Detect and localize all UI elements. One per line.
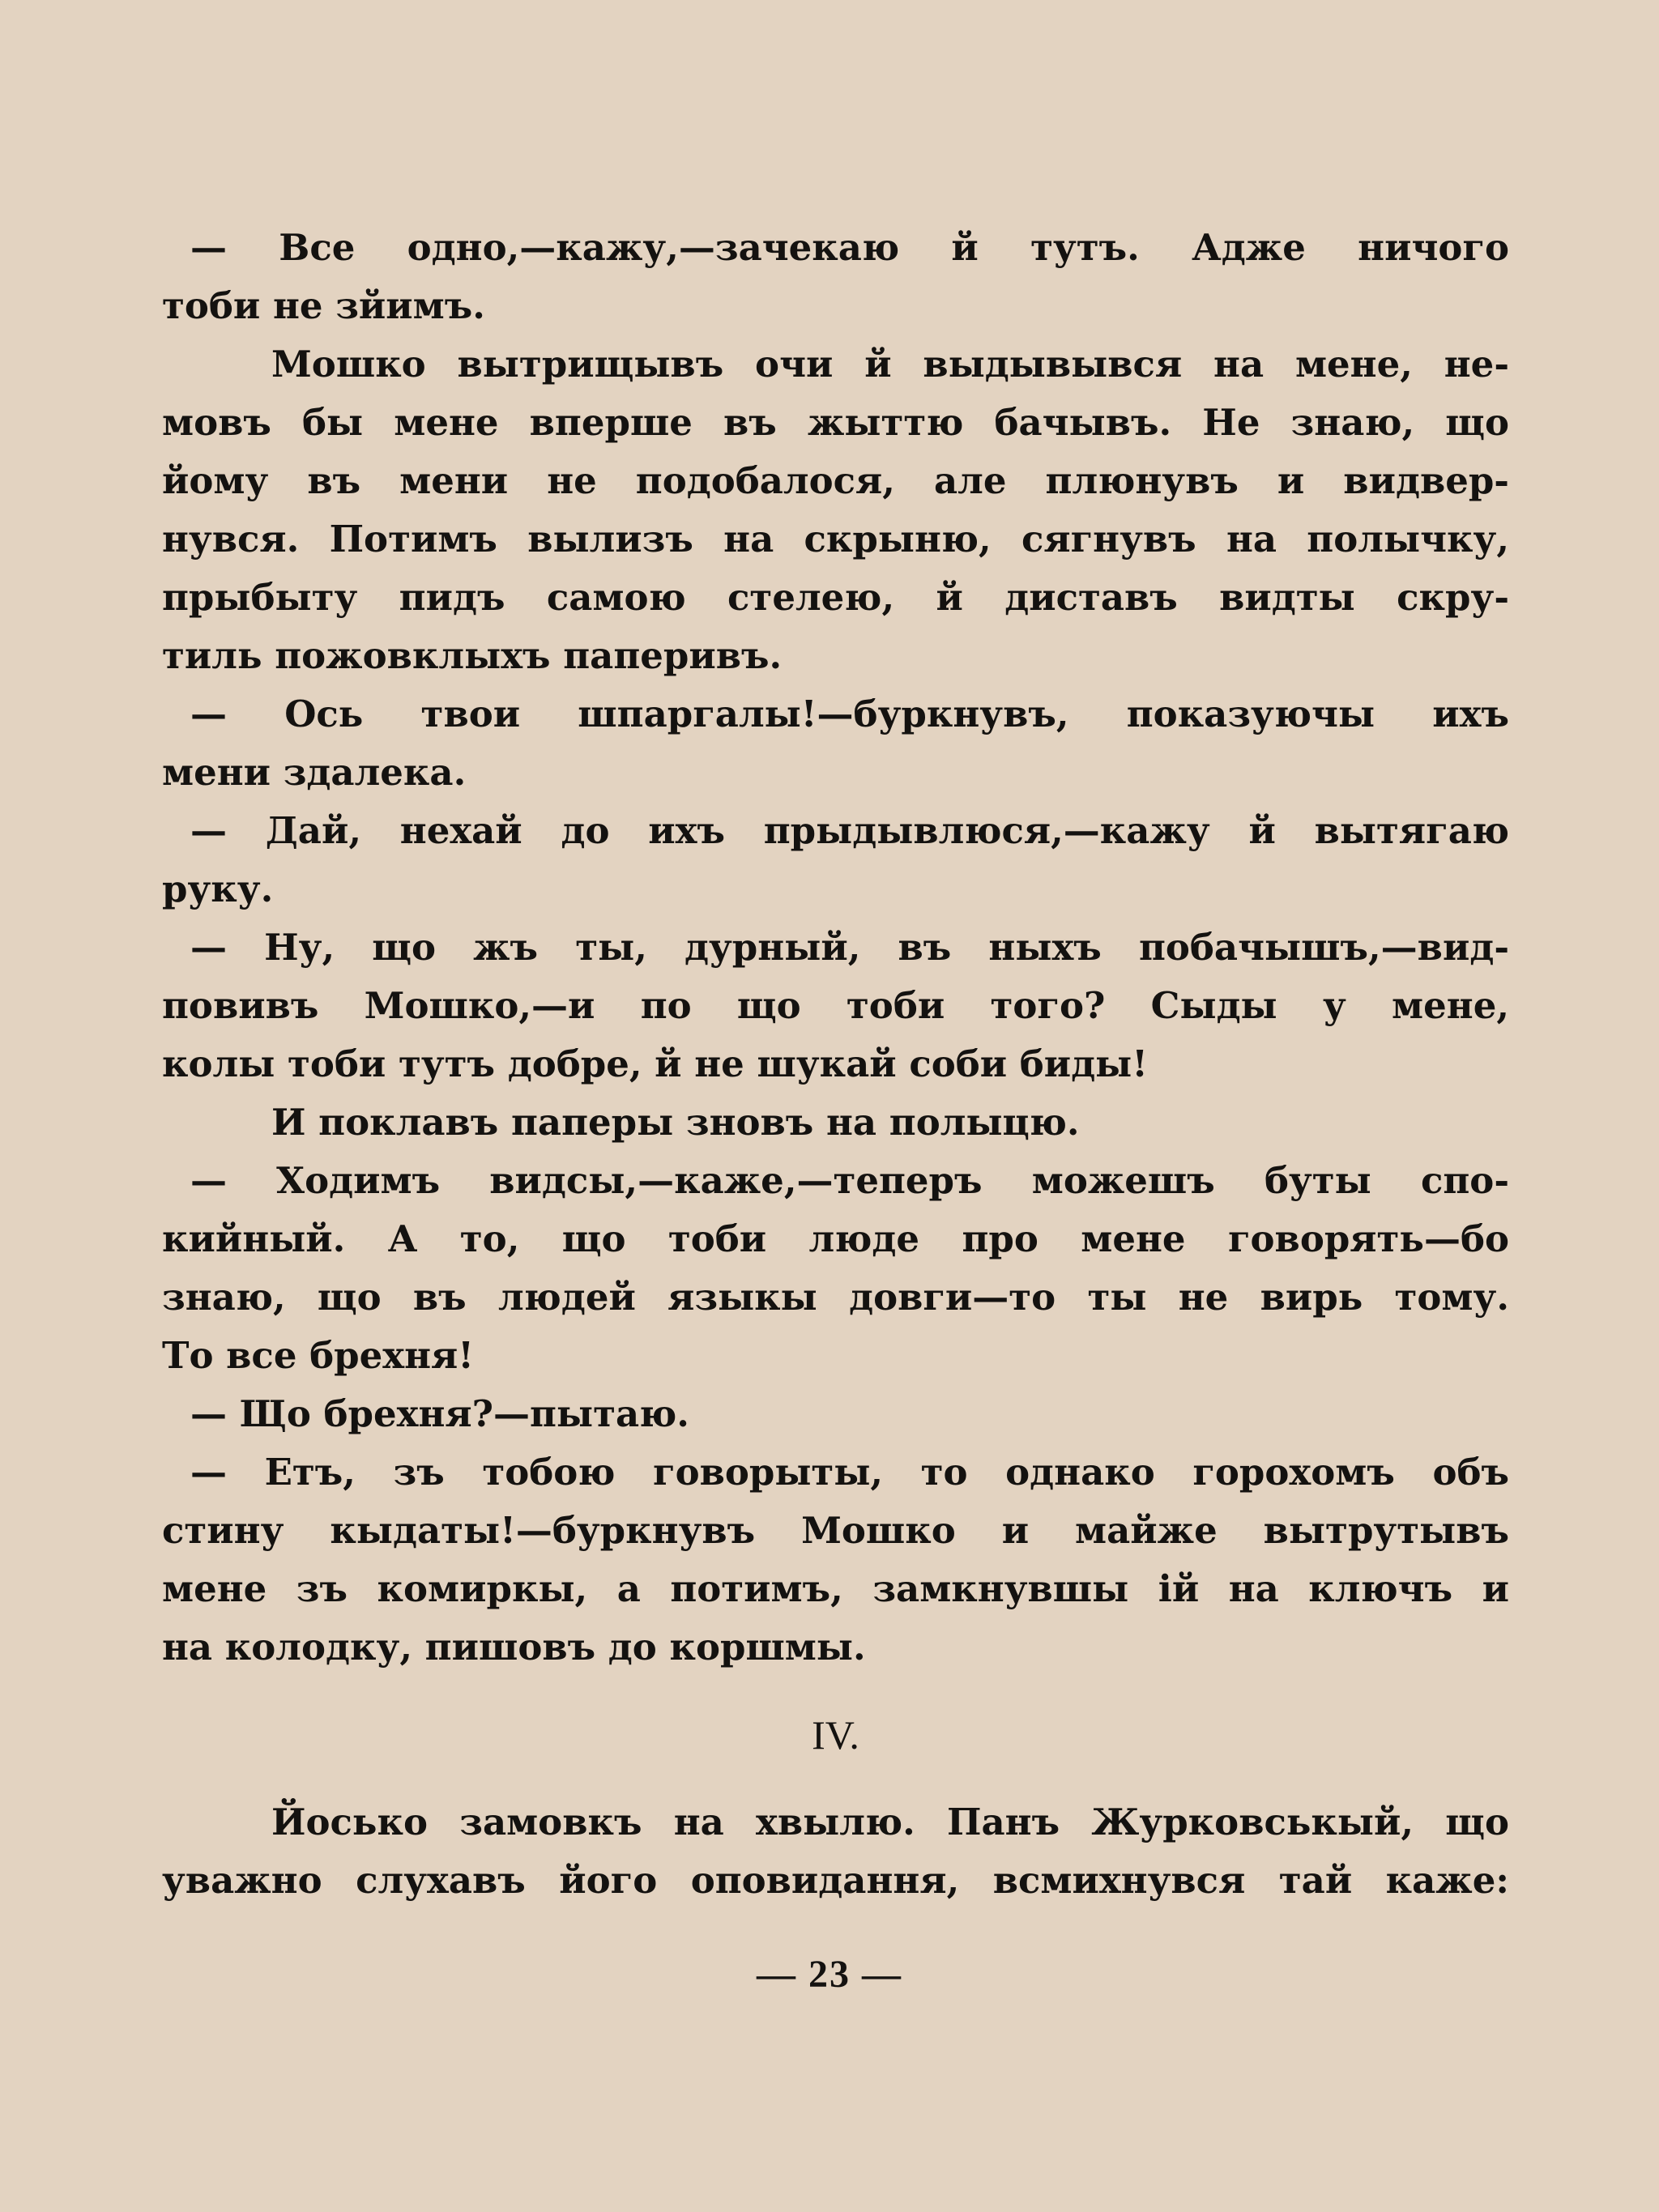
page-text [162, 219, 1509, 1910]
text-line: — Етъ, зъ тобою говорыты, то однако горохомъ объ [190, 1451, 1509, 1494]
text-line: колы тоби тутъ добре, й не шукай соби биды! [162, 1042, 1149, 1085]
text-line: — Дай, нехай до ихъ прыдывлюся,—кажу й вытягаю [190, 809, 1509, 852]
text-line: тиль пожовклыхъ паперивъ. [162, 634, 783, 677]
text-line: Мошко вытрищывъ очи й выдывывся на мене, не- [271, 343, 1509, 386]
page-number: — 23 — [757, 1953, 902, 1996]
text-line: Йосько замовкъ на хвылю. Панъ Журковськый, що [271, 1801, 1509, 1843]
text-line: И поклавъ паперы зновъ на полыцю. [271, 1101, 1080, 1144]
text-line: То все брехня! [162, 1334, 475, 1377]
text-line: кийный. А то, що тоби люде про мене говорять—бо [162, 1217, 1509, 1260]
text-line: — Що брехня?—пытаю. [190, 1392, 689, 1435]
text-line: — Ось твои шпаргалы!—буркнувъ, показуючы ихъ [190, 693, 1509, 735]
text-line: уважно слухавъ його оповидання, всмихнувся тай каже: [162, 1859, 1509, 1902]
text-line: — Ну, що жъ ты, дурный, въ ныхъ побачышъ,—вид- [190, 926, 1509, 969]
text-line: йому въ мени не подобалося, але плюнувъ и видвер- [162, 459, 1509, 502]
text-line: — Все одно,—кажу,—зачекаю й тутъ. Адже ничого [190, 226, 1509, 269]
text-line: мовъ бы мене вперше въ жыттю бачывъ. Не знаю, що [162, 401, 1509, 444]
text-line: на колодку, пишовъ до коршмы. [162, 1626, 866, 1669]
chapter-heading: IV. [812, 1712, 859, 1758]
text-line: знаю, що въ людей языкы довги—то ты не вирь тому. [162, 1276, 1509, 1319]
text-line: повивъ Мошко,—и по що тоби того? Сыды у мене, [162, 984, 1509, 1027]
text-line: нувся. Потимъ вылизъ на скрыню, сягнувъ на полычку, [162, 518, 1509, 560]
text-line: прыбыту пидъ самою стелею, й диставъ видты скру- [162, 576, 1509, 619]
text-line: — Ходимъ видсы,—каже,—теперъ можешъ буты спо- [190, 1159, 1509, 1202]
text-line: тоби не зйимъ. [162, 284, 485, 327]
text-line: стину кыдаты!—буркнувъ Мошко и майже вытрутывъ [162, 1509, 1509, 1552]
text-line: мене зъ комиркы, а потимъ, замкнувшы ій на ключъ и [162, 1567, 1509, 1610]
text-line: мени здалека. [162, 751, 467, 794]
text-line: руку. [162, 867, 274, 910]
